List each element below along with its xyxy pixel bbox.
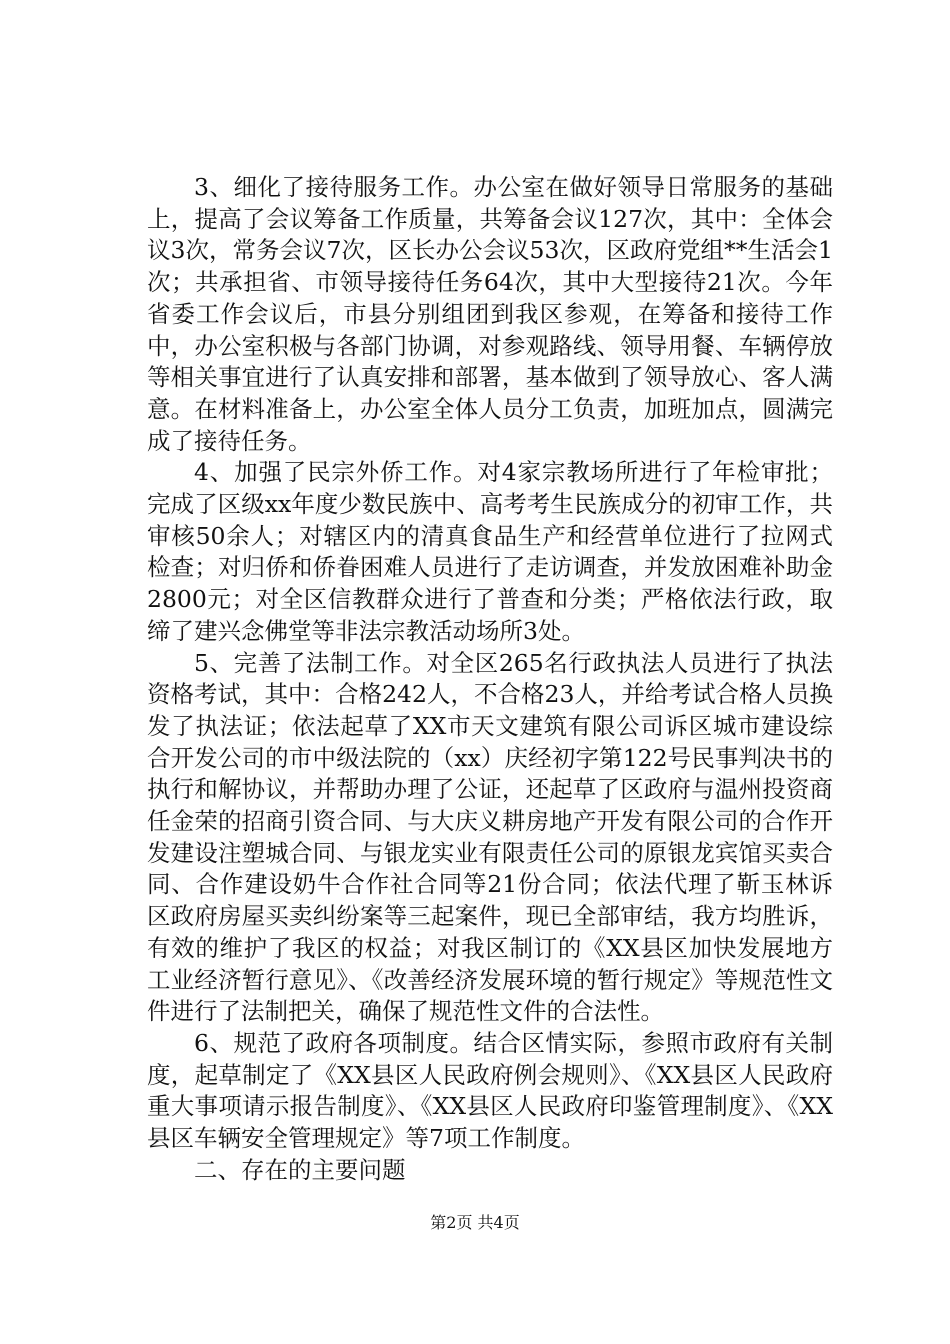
paragraph-ethnic-religious-affairs: 4、加强了民宗外侨工作。对4家宗教场所进行了年检审批；完成了区级xx年度少数民族中、高考考生民族成分的初审工作，共审核50余人；对辖区内的清真食品生产和经营单位进行了拉网式检查；对归侨和侨眷困难人员进行了走访调查，并发放困难补助金2800元；对全区信教群众进行了普查和分类；严格依法行政，取缔了建兴念佛堂等非法宗教活动场所3处。: [147, 458, 833, 645]
paragraph-government-rules: 6、规范了政府各项制度。结合区情实际，参照市政府有关制度，起草制定了《XX县区人民政府例会规则》、《XX县区人民政府重大事项请示报告制度》、《XX县区人民政府印鉴管理制度》、《XX县区车辆安全管理规定》等7项工作制度。: [147, 1028, 833, 1153]
paragraph-legal-work: 5、完善了法制工作。对全区265名行政执法人员进行了执法资格考试，其中：合格242人，不合格23人，并给考试合格人员换发了执法证；依法起草了XX市天文建筑有限公司诉区城市建设综合开发公司的市中级法院的（xx）庆经初字第122号民事判决书的执行和解协议，并帮助办理了公证，还起草了区政府与温州投资商任金荣的招商引资合同、与大庆义耕房地产开发有限公司的合作开发建设注塑城合同、与银龙实业有限责任公司的原银龙宾馆买卖合同、合作建设奶牛合作社合同等21份合同；依法代理了靳玉林诉区政府房屋买卖纠纷案等三起案件，现已全部审结，我方均胜诉，有效的维护了我区的权益；对我区制订的《XX县区加快发展地方工业经济暂行意见》、《改善经济发展环境的暂行规定》等规范性文件进行了法制把关，确保了规范性文件的合法性。: [147, 648, 833, 1026]
section-heading: 二、存在的主要问题: [194, 1155, 406, 1184]
document-body: [147, 172, 833, 1187]
paragraph-reception-service: 3、细化了接待服务工作。办公室在做好领导日常服务的基础上，提高了会议筹备工作质量，共筹备会议127次，其中：全体会议3次，常务会议7次，区长办公会议53次，区政府党组**生活会1次；共承担省、市领导接待任务64次，其中大型接待21次。今年省委工作会议后，市县分别组团到我区参观，在筹备和接待工作中，办公室积极与各部门协调，对参观路线、领导用餐、车辆停放等相关事宜进行了认真安排和部署，基本做到了领导放心、客人满意。在材料准备上，办公室全体人员分工负责，加班加点，圆满完成了接待任务。: [147, 173, 833, 455]
page-number-footer: 第2页 共4页: [430, 1213, 520, 1232]
